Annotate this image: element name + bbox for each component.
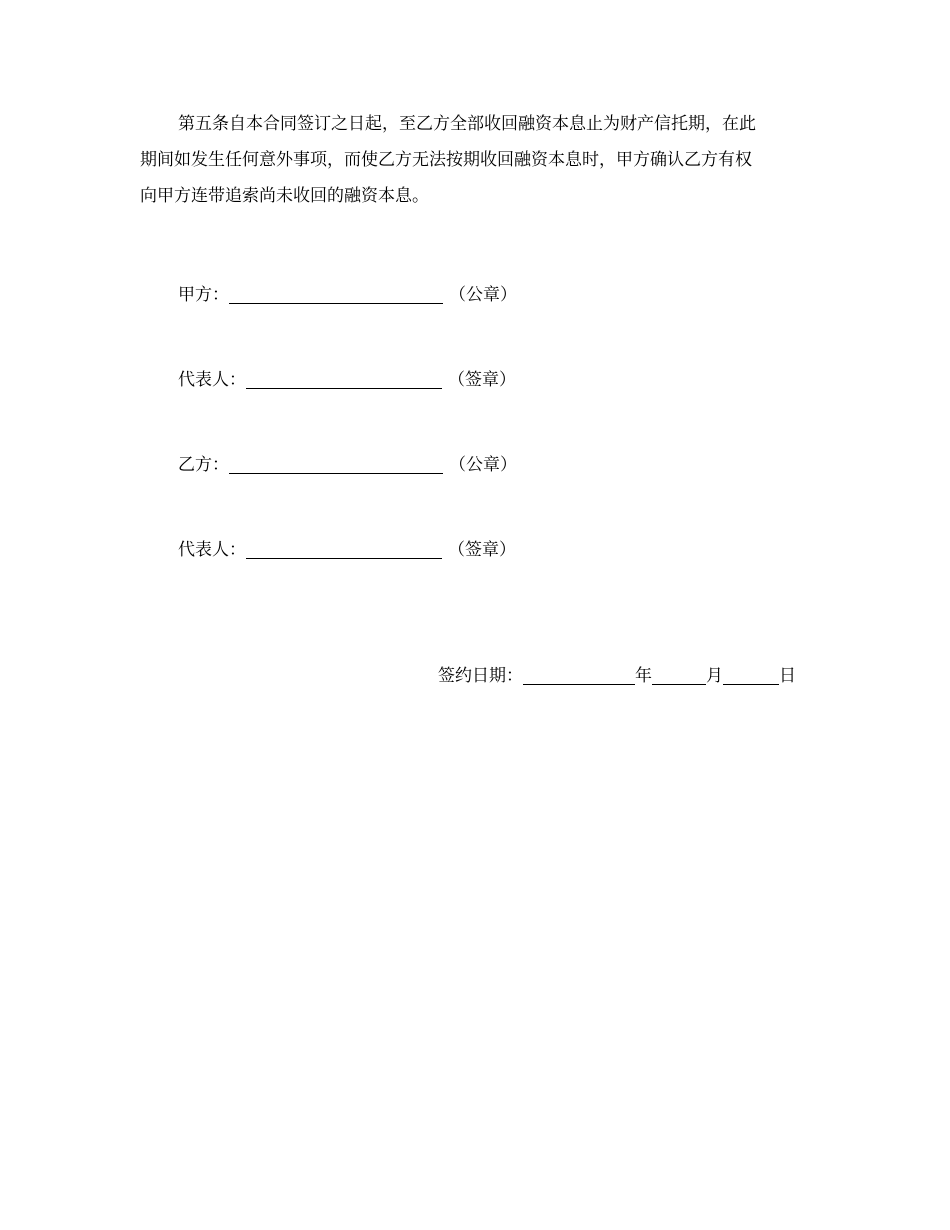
party-a-signature-row [178, 281, 517, 309]
party-b-representative-row [178, 536, 516, 564]
article-line-2: 期间如发生任何意外事项，而使乙方无法按期收回融资本息时，甲方确认乙方有权 [140, 150, 752, 170]
month-label: 月 [706, 666, 723, 686]
article-line-3: 向甲方连带追索尚未收回的融资本息。 [140, 186, 429, 206]
party-a-label: 甲方： [178, 285, 229, 305]
party-a-representative-row [178, 366, 516, 394]
article-five [140, 106, 812, 214]
party-a-blank[interactable] [229, 281, 443, 304]
signing-date-label: 签约日期： [438, 666, 523, 686]
year-label: 年 [635, 666, 652, 686]
article-line-1: 第五条自本合同签订之日起，至乙方全部收回融资本息止为财产信托期，在此 [178, 114, 756, 134]
party-b-seal-note: （公章） [449, 455, 517, 475]
party-b-rep-seal-note: （签章） [448, 540, 516, 560]
party-b-label: 乙方： [178, 455, 229, 475]
year-blank[interactable] [523, 662, 635, 685]
party-a-rep-seal-note: （签章） [448, 370, 516, 390]
party-b-blank[interactable] [229, 451, 443, 474]
party-b-rep-blank[interactable] [246, 536, 442, 559]
party-a-seal-note: （公章） [449, 285, 517, 305]
party-a-rep-label: 代表人： [178, 370, 246, 390]
day-blank[interactable] [723, 662, 779, 685]
party-b-signature-row [178, 451, 517, 479]
party-a-rep-blank[interactable] [246, 366, 442, 389]
day-label: 日 [779, 666, 796, 686]
party-b-rep-label: 代表人： [178, 540, 246, 560]
signing-date-row [438, 662, 796, 690]
month-blank[interactable] [652, 662, 706, 685]
